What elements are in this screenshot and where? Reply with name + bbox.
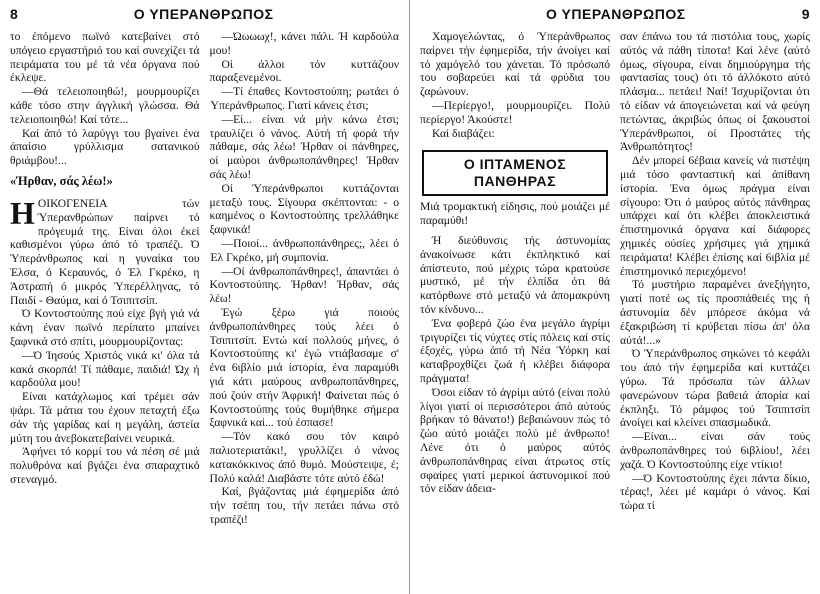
right-column-1: [420, 30, 610, 594]
right-page-columns: [420, 30, 810, 594]
paragraph: —Τί έπαθες Κοντοστούπη; ρωτάει ό Ύπεράνθρωπος. Γιατί κάνεις έτσι;: [209, 85, 399, 112]
paragraph: —Θά τελειοποιηθώ!, μουρμουρίζει κάθε τόσο στην άγγλική γλώσσα. Θά τελειοποιηθώ! Καί τότε...: [10, 85, 200, 126]
right-page: [410, 0, 820, 594]
paragraph: Ένα φοβερό ζώο ένα μεγάλο άγρίμι τριγυρίζει τίς νύχτες στίς πόλεις καί στίς έξοχές, γύρω άπό τή Νέα Ύόρκη καί καταβροχθίζει ζωά ή κλέβει διάφορα πράγματα!: [420, 316, 610, 385]
right-page-header: [420, 6, 810, 26]
drop-cap: Η: [10, 194, 35, 231]
paragraph: —Ό Κοντοστούπης έχει πάντα δίκιο, τέρας!, λέει μέ καμάρι ό νάνος. Καί τώρα τί: [620, 471, 810, 513]
opening-paragraph: [10, 194, 200, 307]
paragraph: Είναι κατάχλωμος καί τρέμει σάν ψάρι. Τά μάτια του έχουν πεταχτή έξω σάν τής γαρίδας καί η μεγάλη, άστεία μύτη του άνεβοκατεβαίνει νευρικά.: [10, 390, 200, 445]
paragraph: το έπόμενο πωϊνό κατεβαίνει στό υπόγειο εργαστήριό του καί συνεχίζει τά πειράματα του μέ τά νέα όργανα πού έκλεψε.: [10, 30, 200, 85]
headline-line-1: Ο ΙΠΤΑΜΕΝΟΣ: [463, 156, 567, 173]
paragraph: Ή διεύθυνσις τής άστυνομίας άνακοίνωσε κάτι έκπληκτικό καί άπίστευτο, πού μέχρις τώρα κρατούσε μυστικό, μέ τήν έλπίδα ότι θά κατόρθωνε στό μεταξύ νά άπομακρύνη τόν κίνδυνο...: [420, 233, 610, 316]
left-column-1: [10, 30, 200, 594]
right-column-2: [620, 30, 810, 594]
paragraph: Οί Ύπεράνθρωποι κυττάζονται μεταξύ τους. Σίγουρα σκέπτονται: - ο καημένος ο Κοντοστούπης τρελλάθηκε ξαφνικά!: [209, 181, 399, 237]
paragraph: —Ό Ίησούς Χριστός νικά κι' όλα τά κακά σκορπά! Τί πάθαμε, παιδιά! Ώχ ή καρδούλα μου!: [10, 348, 200, 390]
section-subheading: «Ήρθαν, σάς λέω!»: [10, 173, 113, 188]
left-column-2: [210, 30, 400, 594]
paragraph: Τό μυστήριο παραμένει άνεξήγητο, γιατί ποτέ ως τίς προσπάθειές της ή άστυνομία δέν μπόρεσε άκόμα νά έξακριβώση τί κρύβεται πίσω άπ' όλα αύτά!...»: [620, 278, 810, 347]
paragraph: —Τόν κακό σου τόν καιρό παλιοτεριατάκι!, γρυλλίζει ό νάνος κατακόκκινος άπό θυμό. Μούστειψε, έ; Πολύ καλά! Διαβάστε τότε αύτό έδώ!: [209, 430, 399, 485]
paragraph: —Περίεργο!, μουρμουρίζει. Πολύ περίεργο! Άκούστε!: [420, 98, 610, 126]
paragraph: Καί διαβάζει:: [432, 126, 495, 140]
left-page-header: [10, 6, 399, 26]
paragraph: —Οί άνθρωποπάνθηρες!, άπαντάει ό Κοντοστούπης. Ήρθαν! Ήρθαν, σάς λέω!: [209, 264, 399, 306]
paragraph: Οί άλλοι τόν κυττάζουν παραξενεμένοι.: [209, 57, 399, 85]
newspaper-headline-box: [422, 150, 608, 196]
right-running-title: Ο ΥΠΕΡΑΝΘΡΩΠΟΣ: [546, 6, 686, 22]
paragraph: Ό Κοντοστούπης πού είχε βγή γιά νά κάνη έναν πωϊνό περίπατο μπαίνει ξαφνικά στό σπίτι, μουρμουρίζοντας:: [10, 307, 200, 348]
paragraph: —Ποιοί... άνθρωποπάνθηρες;, λέει ό Έλ Γκρέκο, μή συμπονία.: [209, 236, 399, 264]
paragraph: Δέν μπορεί 6έβαια κανείς νά πιστέψη μιά τόσο φανταστική καί άπίθανη ίστορία. Ένα όμως πράγμα είναι σίγουρο: Ότι ό μαύρος αύτός πάνθηρας υπάρχει καί ότι κλέβει άποκλειστικά έπιστημονικά όργανα καί διάφορες χημικές ούσίες χρήσιμες γιά χημικά πειράματα! Κλέβει έπίσης καί 6ιβλία μέ έπιστημονικό περιεχόμενο!: [620, 154, 810, 278]
right-page-number: 9: [801, 6, 810, 22]
headline-line-2: ΠΑΝΘΗΡΑΣ: [473, 173, 557, 190]
paragraph: —Εί... είναι νά μήν κάνω έτσι; τραυλίζει ό νάνος. Αύτή τή φορά τήν πάθαμε, σάς λέω! Ήρθαν οί πάνθηρες, οί μαύροι άνθρωποπάνθηρες! Ήρθαν σάς λέω!: [209, 112, 399, 181]
paragraph: Ό Ύπεράνθρωπος σηκώνει τό κεφάλι του άπό τήν έφημερίδα καί κυττάζει γύρω. Τά πρόσωπα τών άλλων φανερώνουν τώρα βαθειά άπορία καί έκπληξι. Τό ράμφος τού Τσιπιτσίπ άνοίγει καί κλείνει σπασμωδικά.: [620, 347, 810, 430]
headline-subtitle: Μιά τρομακτική είδησις, πού μοιάζει μέ παραμύθι!: [420, 200, 610, 228]
opening-text: ΟΙΚΟΓΕΝΕΙΑ τών Ύπερανθρώπων παίρνει τό πρόγευμά της. Είναι όλοι έκεί καθισμένοι γύρω άπό τό τραπέζι. Ό Ύπεράνθρωπος καί η γυναίκα του Έλσα, ό Κεραυνός, ό Έλ Γκρέκο, η Άστραπή ό μικρός Ύπερέλληνας, τό Παιδί - Θαύμα, καί ό Τσιπιτσίπ.: [10, 196, 200, 307]
left-page-columns: [10, 30, 399, 594]
paragraph: Καί άπό τό λαρύγγι του βγαίνει ένα άπαίσιο γρύλλισμα σατανικού θριάμβου!...: [10, 126, 200, 168]
paragraph: Έγώ ξέρω γιά ποιούς άνθρωποπάνθηρες τούς λέει ό Τσιπιτσίπ. Εντώ καί πολλούς μήνες, ό Κοντοστούπης κι' έγώ ντιάβασαμε σ' ένα 6ιβλίο μιά ίστορία, ένα παραμύθι γιά κάτι μαύρους ανθρωποπάνθηρες, πού ζούν στήν Άφρική! Φαίνεται πώς ό Κοντοστούπης τούς θυμήθηκε σήμερα ξαφνικά καί... τού έσπασε!: [209, 305, 399, 430]
paragraph: Χαμογελώντας, ό Ύπεράνθρωπος παίρνει τήν έφημερίδα, τήν άνοίγει καί τό χαμόγελό του χάνεται. Τό πρόσωπό του σοβαρεύει καί τά φρύδια του ζαρώνουν.: [420, 30, 610, 99]
paragraph: Άφήνει τό κορμί του νά πέση σέ μιά πολυθρόνα καί βγάζει ένα σπαραχτικό στεναγμό.: [10, 445, 200, 486]
paragraph: —Ώωωωχ!, κάνει πάλι. Ή καρδούλα μου!: [209, 30, 399, 57]
left-page-number: 8: [10, 6, 19, 22]
paragraph: Καί, βγάζοντας μιά έφημερίδα άπό τήν τσέπη του, τήν πετάει πάνω στό τραπέζι!: [209, 485, 399, 526]
left-running-title: Ο ΥΠΕΡΑΝΘΡΩΠΟΣ: [133, 6, 274, 22]
paragraph: σαν έπάνω του τά πιστόλια τους, χωρίς αύτός νά πάθη τίποτα! Καί λένε (αύτό όμως, σίγουρα, είναι δημιούργημα τής φαντασίας τους) ότι τό άλλόκοτο αύτό πλάσμα... πετάει! Ναί! Ίσχυρίζονται ότι τό είδαν νά άπογειώνεται καί νά φεύγη πετώντας, άκριβώς όπως οί ξακουστοί Ύπεράνθρωποι, οί Προστάτες τής Άνθρωπότητος!: [620, 30, 810, 154]
paragraph: —Είναι... είναι σάν τούς άνθρωποπάνθηρες τού 6ιβλίου!, λέει χαζά. Ό Κοντοστούπης είχε ντίκιο!: [620, 430, 810, 471]
paragraph: Όσοι είδαν τό άγρίμι αύτό (είναι πολύ λίγοι γιατί οί περισσότεροι άπό αύτούς βρήκαν τό θάνατο!) βεβαιώνουν πώς τό ζώο αύτό μοιάζει πολύ μέ άνθρωπο! Λένε ότι ό μαύρος αύτός άνθρωποπάνθηρας είναι άτρωτος στίς σφαίρες γιατί μερικοί άστυνομικοί πού τόν είδαν άδεια-: [420, 385, 610, 496]
